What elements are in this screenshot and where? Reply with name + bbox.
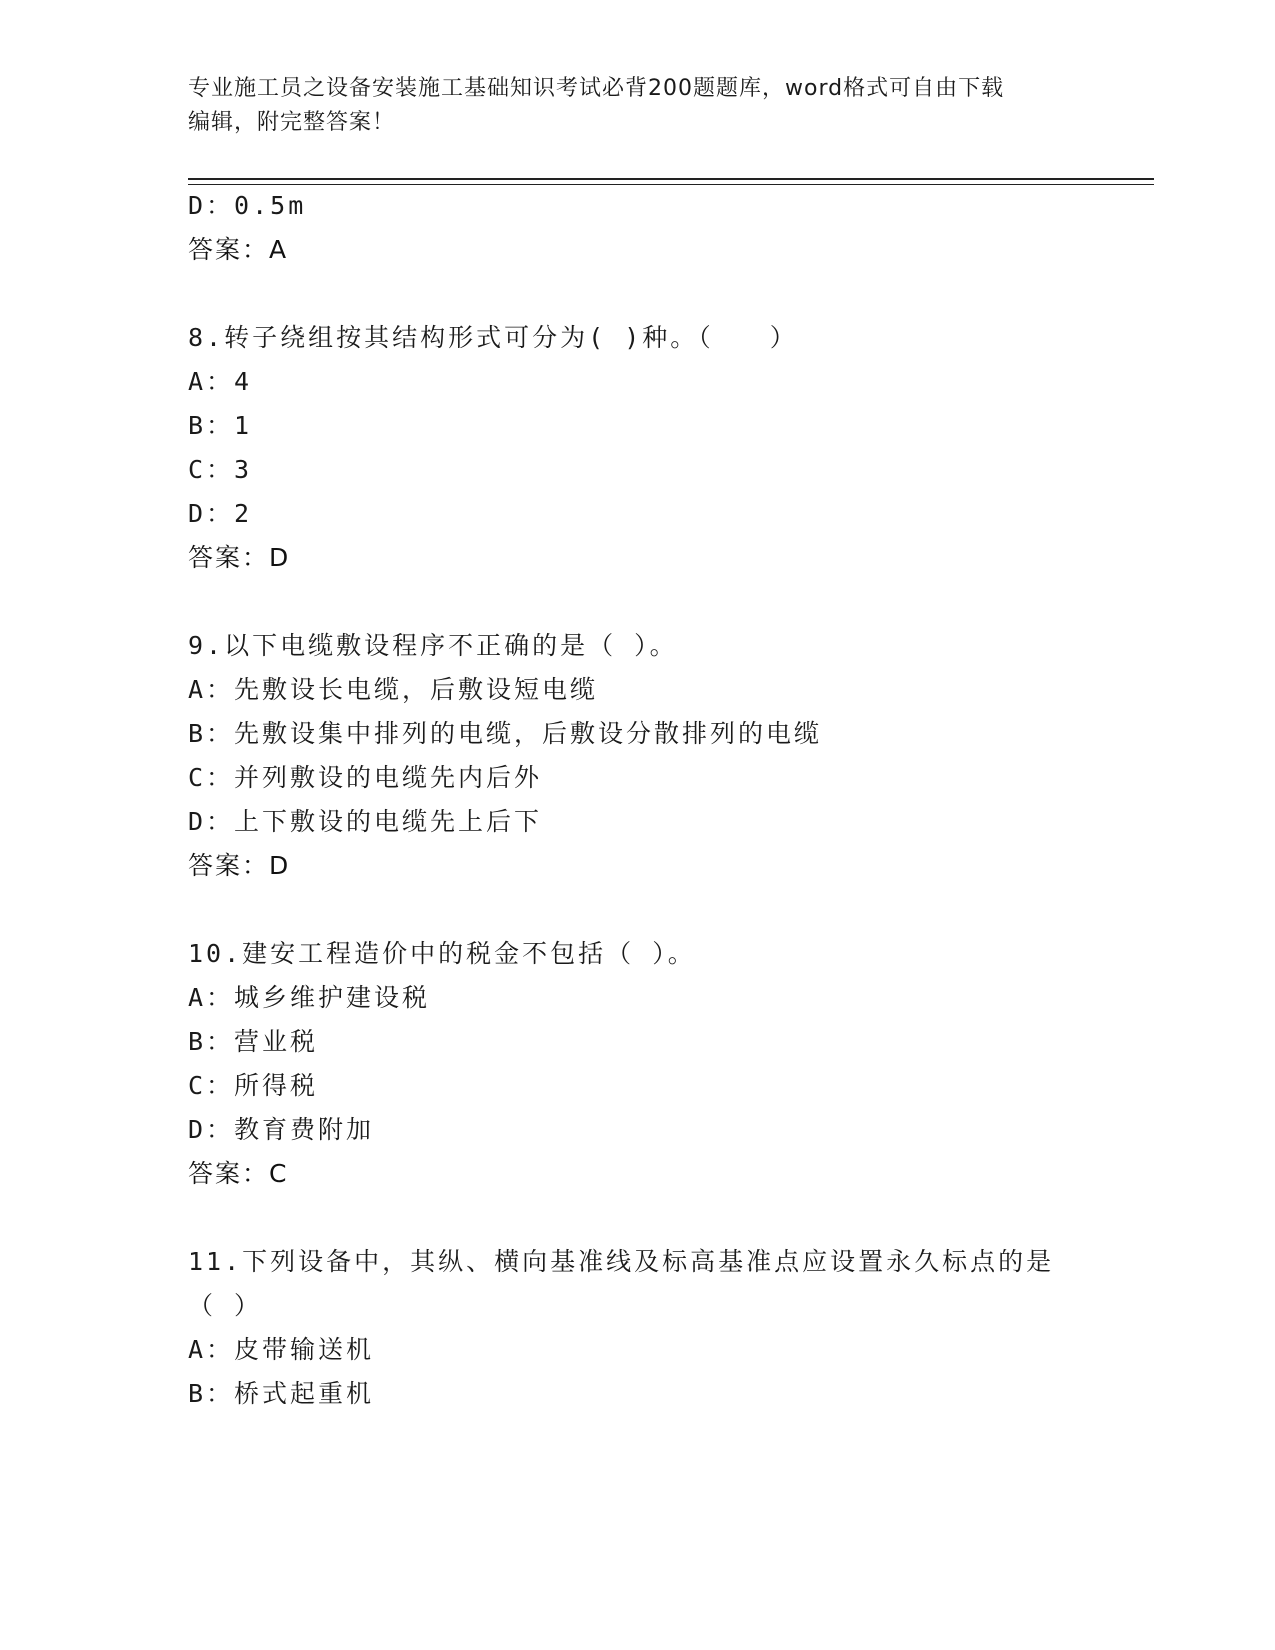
header-divider-thick	[188, 178, 1154, 180]
q8-option-b: B：1	[188, 411, 253, 440]
q10-option-b: B：营业税	[188, 1027, 319, 1056]
q8-question: 8.转子绕组按其结构形式可分为( )种。（ ）	[188, 323, 798, 352]
q10-option-c: C：所得税	[188, 1071, 319, 1100]
q7-answer: 答案：A	[188, 235, 289, 264]
q8-option-d: D：2	[188, 499, 253, 528]
q8-option-c: C：3	[188, 455, 253, 484]
q10-question: 10.建安工程造价中的税金不包括（ ）。	[188, 939, 696, 968]
q8-option-a: A：4	[188, 367, 253, 396]
q11-question-line-1: 11.下列设备中，其纵、横向基准线及标高基准点应设置永久标点的是	[188, 1247, 1055, 1276]
q9-option-c: C：并列敷设的电缆先内后外	[188, 763, 543, 792]
q11-option-b: B：桥式起重机	[188, 1379, 375, 1408]
q11-question-line-2: （ ）	[188, 1291, 263, 1320]
header-title-line-1: 专业施工员之设备安装施工基础知识考试必背200题题库，word格式可自由下载	[188, 76, 1005, 101]
q10-option-a: A：城乡维护建设税	[188, 983, 431, 1012]
q9-option-d: D：上下敷设的电缆先上后下	[188, 807, 543, 836]
header-title-line-2: 编辑，附完整答案！	[188, 110, 396, 135]
q9-question: 9.以下电缆敷设程序不正确的是（ ）。	[188, 631, 678, 660]
q8-answer: 答案：D	[188, 543, 291, 572]
q10-answer: 答案：C	[188, 1159, 289, 1188]
header-divider-thin	[188, 184, 1154, 185]
q9-answer: 答案：D	[188, 851, 291, 880]
q7-option-d: D：0.5m	[188, 191, 307, 220]
q11-option-a: A：皮带输送机	[188, 1335, 375, 1364]
q10-option-d: D：教育费附加	[188, 1115, 375, 1144]
q9-option-a: A：先敷设长电缆，后敷设短电缆	[188, 675, 599, 704]
q9-option-b: B：先敷设集中排列的电缆，后敷设分散排列的电缆	[188, 719, 823, 748]
document-header	[188, 72, 1088, 140]
